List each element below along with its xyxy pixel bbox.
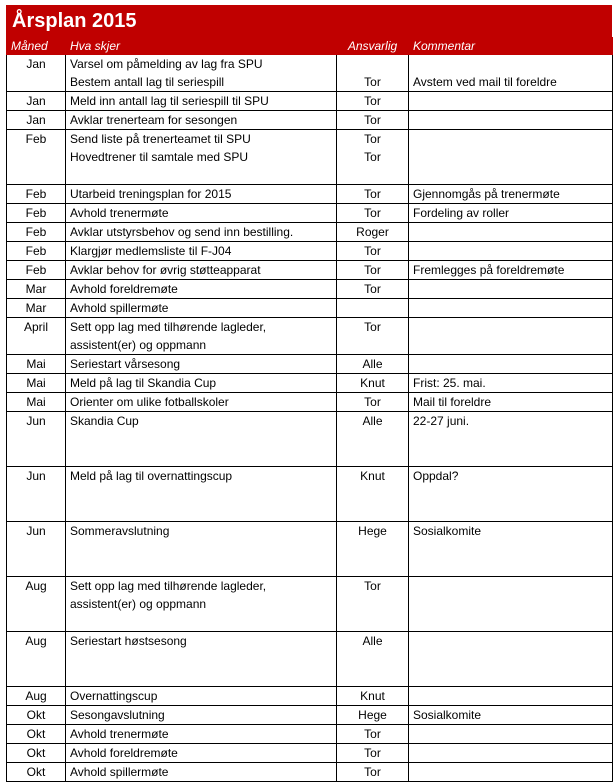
comment-cell-line (413, 613, 608, 631)
table-row (7, 130, 613, 185)
responsible-cell-line: Roger (356, 225, 389, 239)
what-cell (66, 55, 337, 92)
what-cell (66, 242, 337, 261)
what-cell-line: Orienter om ulike fotballskoler (70, 395, 229, 409)
comment-cell (409, 412, 613, 467)
comment-cell-line (413, 668, 608, 686)
responsible-cell-line: Knut (360, 469, 385, 483)
month-cell: Aug (7, 632, 66, 687)
comment-cell-line (413, 577, 608, 595)
what-cell-line: Avhold trenermøte (70, 206, 169, 220)
comment-cell (409, 92, 613, 111)
responsible-cell-line: Tor (364, 75, 381, 89)
month-cell: Mar (7, 299, 66, 318)
header-row (7, 38, 613, 55)
table-row (7, 355, 613, 374)
responsible-cell-line: Tor (364, 746, 381, 760)
comment-cell (409, 393, 613, 412)
month-cell: Jun (7, 522, 66, 577)
table-row (7, 223, 613, 242)
responsible-cell-line (337, 613, 408, 631)
what-cell (66, 318, 337, 355)
responsible-cell-line (337, 448, 408, 466)
what-cell-line: assistent(er) og oppmann (70, 338, 207, 352)
what-cell (66, 111, 337, 130)
what-cell (66, 92, 337, 111)
sheet-title: Årsplan 2015 (6, 5, 612, 37)
header-comment: Kommentar (409, 38, 613, 55)
responsible-cell-line: Tor (364, 395, 381, 409)
comment-cell (409, 261, 613, 280)
comment-cell-line: Mail til foreldre (413, 395, 492, 409)
what-cell-line: Meld på lag til Skandia Cup (70, 376, 217, 390)
what-cell (66, 687, 337, 706)
month-cell: Jan (7, 111, 66, 130)
responsible-cell (337, 522, 409, 577)
responsible-cell-line (337, 336, 408, 354)
responsible-cell (337, 467, 409, 522)
plan-table (6, 37, 613, 782)
comment-cell-line (413, 430, 608, 448)
comment-cell-line (413, 299, 608, 317)
responsible-cell (337, 111, 409, 130)
comment-cell-line (413, 558, 608, 576)
responsible-cell (337, 204, 409, 223)
comment-cell (409, 374, 613, 393)
responsible-cell-line (337, 558, 408, 576)
responsible-cell-line (337, 503, 408, 521)
comment-cell-line: Fremlegges på foreldremøte (413, 263, 565, 277)
table-row (7, 55, 613, 92)
month-cell: Mar (7, 280, 66, 299)
what-cell-line: Avhold spillermøte (70, 765, 169, 779)
what-cell-line: Avklar utstyrsbehov og send inn bestilling. (70, 225, 294, 239)
what-cell-line: assistent(er) og oppmann (70, 597, 207, 611)
month-cell: Feb (7, 242, 66, 261)
responsible-cell (337, 318, 409, 355)
what-cell-line (70, 540, 332, 558)
comment-cell (409, 299, 613, 318)
comment-cell-line (413, 744, 608, 762)
comment-cell-line: Fordeling av roller (413, 206, 510, 220)
comment-cell-line (413, 632, 608, 650)
responsible-cell (337, 92, 409, 111)
month-cell: Mai (7, 374, 66, 393)
responsible-cell (337, 763, 409, 782)
what-cell (66, 130, 337, 185)
what-cell-line: Meld på lag til overnattingscup (70, 469, 233, 483)
what-cell-line: Send liste på trenerteamet til SPU (70, 132, 251, 146)
what-cell-line: Seriestart høstsesong (70, 634, 187, 648)
comment-cell-line (413, 485, 608, 503)
responsible-cell-line: Knut (360, 376, 385, 390)
responsible-cell-line (337, 430, 408, 448)
comment-cell-line (413, 55, 608, 73)
what-cell (66, 467, 337, 522)
table-row (7, 632, 613, 687)
responsible-cell-line (337, 166, 408, 184)
comment-cell-line (413, 763, 608, 781)
responsible-cell-line (337, 650, 408, 668)
table-row (7, 393, 613, 412)
comment-cell-line (413, 448, 608, 466)
comment-cell-line: Frist: 25. mai. (413, 376, 486, 390)
responsible-cell-line: Alle (362, 414, 383, 428)
month-cell: Jun (7, 467, 66, 522)
comment-cell (409, 280, 613, 299)
what-cell-line: Sommeravslutning (70, 524, 170, 538)
table-row (7, 725, 613, 744)
responsible-cell (337, 280, 409, 299)
comment-cell (409, 204, 613, 223)
comment-cell-line: Gjennomgås på trenermøte (413, 187, 560, 201)
what-cell (66, 185, 337, 204)
responsible-cell (337, 632, 409, 687)
responsible-cell (337, 725, 409, 744)
what-cell-line (70, 485, 332, 503)
comment-cell-line (413, 540, 608, 558)
table-row (7, 299, 613, 318)
responsible-cell-line: Tor (364, 206, 381, 220)
responsible-cell-line (337, 299, 408, 317)
comment-cell-line (413, 148, 608, 166)
what-cell-line (70, 650, 332, 668)
month-cell: Mai (7, 355, 66, 374)
what-cell-line: Meld inn antall lag til seriespill til SPU (70, 94, 269, 108)
year-plan-sheet (6, 5, 612, 782)
what-cell-line: Skandia Cup (70, 414, 139, 428)
comment-cell (409, 632, 613, 687)
responsible-cell-line: Tor (364, 132, 381, 146)
what-cell-line: Avhold foreldremøte (70, 282, 178, 296)
comment-cell-line: Sosialkomite (413, 708, 482, 722)
header-what: Hva skjer (66, 38, 337, 55)
responsible-cell-line: Tor (364, 727, 381, 741)
month-cell: Aug (7, 577, 66, 632)
responsible-cell-line: Tor (364, 244, 381, 258)
responsible-cell-line: Tor (364, 263, 381, 277)
what-cell (66, 355, 337, 374)
month-cell: Feb (7, 223, 66, 242)
comment-cell-line (413, 130, 608, 148)
table-row (7, 577, 613, 632)
table-row (7, 204, 613, 223)
what-cell (66, 412, 337, 467)
responsible-cell-line: Tor (364, 282, 381, 296)
month-cell: April (7, 318, 66, 355)
responsible-cell-line (337, 595, 408, 613)
table-row (7, 522, 613, 577)
comment-cell-line (413, 242, 608, 260)
comment-cell-line: Oppdal? (413, 469, 459, 483)
comment-cell (409, 55, 613, 92)
month-cell: Jun (7, 412, 66, 467)
comment-cell-line (413, 223, 608, 241)
responsible-cell-line (337, 540, 408, 558)
what-cell-line: Hovedtrener til samtale med SPU (70, 150, 249, 164)
comment-cell-line (413, 318, 608, 336)
table-row (7, 261, 613, 280)
table-row (7, 744, 613, 763)
what-cell-line: Avhold spillermøte (70, 301, 169, 315)
comment-cell (409, 185, 613, 204)
responsible-cell (337, 744, 409, 763)
comment-cell-line (413, 650, 608, 668)
responsible-cell (337, 393, 409, 412)
responsible-cell-line: Tor (364, 579, 381, 593)
what-cell (66, 280, 337, 299)
comment-cell (409, 223, 613, 242)
what-cell (66, 204, 337, 223)
responsible-cell (337, 261, 409, 280)
comment-cell-line (413, 503, 608, 521)
month-cell: Mai (7, 393, 66, 412)
comment-cell (409, 577, 613, 632)
what-cell-line: Avklar behov for øvrig støtteapparat (70, 263, 261, 277)
responsible-cell-line: Tor (364, 94, 381, 108)
what-cell (66, 577, 337, 632)
month-cell: Okt (7, 725, 66, 744)
what-cell-line: Seriestart vårsesong (70, 357, 181, 371)
comment-cell (409, 687, 613, 706)
table-row (7, 185, 613, 204)
comment-cell-line (413, 355, 608, 373)
what-cell (66, 522, 337, 577)
responsible-cell (337, 185, 409, 204)
month-cell: Feb (7, 130, 66, 185)
responsible-cell (337, 577, 409, 632)
what-cell (66, 744, 337, 763)
comment-cell (409, 130, 613, 185)
table-row (7, 763, 613, 782)
responsible-cell (337, 374, 409, 393)
responsible-cell-line: Hege (358, 524, 387, 538)
what-cell (66, 393, 337, 412)
what-cell-line: Avhold foreldremøte (70, 746, 178, 760)
header-responsible: Ansvarlig (337, 38, 409, 55)
responsible-cell-line: Tor (364, 113, 381, 127)
table-row (7, 374, 613, 393)
what-cell-line (70, 668, 332, 686)
header-month: Måned (7, 38, 66, 55)
comment-cell-line (413, 166, 608, 184)
comment-cell-line (413, 280, 608, 298)
what-cell-line: Varsel om påmelding av lag fra SPU (70, 57, 263, 71)
comment-cell-line (413, 687, 608, 705)
month-cell: Okt (7, 744, 66, 763)
responsible-cell (337, 55, 409, 92)
comment-cell-line: 22-27 juni. (413, 414, 470, 428)
comment-cell (409, 242, 613, 261)
responsible-cell (337, 299, 409, 318)
comment-cell (409, 522, 613, 577)
what-cell-line: Avklar trenerteam for sesongen (70, 113, 238, 127)
what-cell-line: Avhold trenermøte (70, 727, 169, 741)
responsible-cell-line: Alle (362, 357, 383, 371)
what-cell-line: Utarbeid treningsplan for 2015 (70, 187, 232, 201)
comment-cell-line (413, 336, 608, 354)
comment-cell (409, 725, 613, 744)
table-row (7, 687, 613, 706)
what-cell (66, 223, 337, 242)
responsible-cell-line: Tor (364, 765, 381, 779)
what-cell-line (70, 448, 332, 466)
responsible-cell-line (337, 55, 408, 73)
month-cell: Feb (7, 204, 66, 223)
responsible-cell-line: Knut (360, 689, 385, 703)
responsible-cell-line: Hege (358, 708, 387, 722)
what-cell-line: Bestem antall lag til seriespill (70, 75, 225, 89)
table-row (7, 280, 613, 299)
comment-cell (409, 744, 613, 763)
responsible-cell (337, 242, 409, 261)
what-cell (66, 374, 337, 393)
what-cell-line: Overnattingscup (70, 689, 158, 703)
table-row (7, 92, 613, 111)
responsible-cell-line: Tor (364, 320, 381, 334)
responsible-cell-line: Tor (364, 187, 381, 201)
month-cell: Okt (7, 763, 66, 782)
comment-cell-line (413, 725, 608, 743)
comment-cell-line (413, 92, 608, 110)
table-row (7, 318, 613, 355)
what-cell (66, 763, 337, 782)
month-cell: Feb (7, 185, 66, 204)
comment-cell (409, 467, 613, 522)
what-cell (66, 299, 337, 318)
responsible-cell-line (337, 485, 408, 503)
what-cell-line: Klargjør medlemsliste til F-J04 (70, 244, 232, 258)
responsible-cell (337, 355, 409, 374)
month-cell: Feb (7, 261, 66, 280)
what-cell-line: Sett opp lag med tilhørende lagleder, (70, 320, 267, 334)
what-cell-line (70, 613, 332, 631)
comment-cell (409, 318, 613, 355)
responsible-cell-line: Alle (362, 634, 383, 648)
table-row (7, 111, 613, 130)
comment-cell (409, 763, 613, 782)
plan-body (7, 55, 613, 782)
responsible-cell (337, 130, 409, 185)
month-cell: Okt (7, 706, 66, 725)
what-cell-line (70, 503, 332, 521)
responsible-cell (337, 412, 409, 467)
table-row (7, 412, 613, 467)
what-cell-line (70, 558, 332, 576)
month-cell: Jan (7, 92, 66, 111)
responsible-cell (337, 223, 409, 242)
comment-cell-line: Avstem ved mail til foreldre (413, 75, 557, 89)
comment-cell-line: Sosialkomite (413, 524, 482, 538)
comment-cell (409, 111, 613, 130)
comment-cell-line (413, 595, 608, 613)
what-cell (66, 632, 337, 687)
month-cell: Aug (7, 687, 66, 706)
table-row (7, 467, 613, 522)
what-cell-line: Sett opp lag med tilhørende lagleder, (70, 579, 267, 593)
comment-cell (409, 355, 613, 374)
month-cell: Jan (7, 55, 66, 92)
responsible-cell (337, 687, 409, 706)
what-cell-line (70, 166, 332, 184)
responsible-cell-line (337, 668, 408, 686)
what-cell (66, 261, 337, 280)
what-cell-line (70, 430, 332, 448)
responsible-cell-line: Tor (364, 150, 381, 164)
what-cell (66, 725, 337, 744)
what-cell-line: Sesongavslutning (70, 708, 165, 722)
table-row (7, 242, 613, 261)
comment-cell-line (413, 111, 608, 129)
